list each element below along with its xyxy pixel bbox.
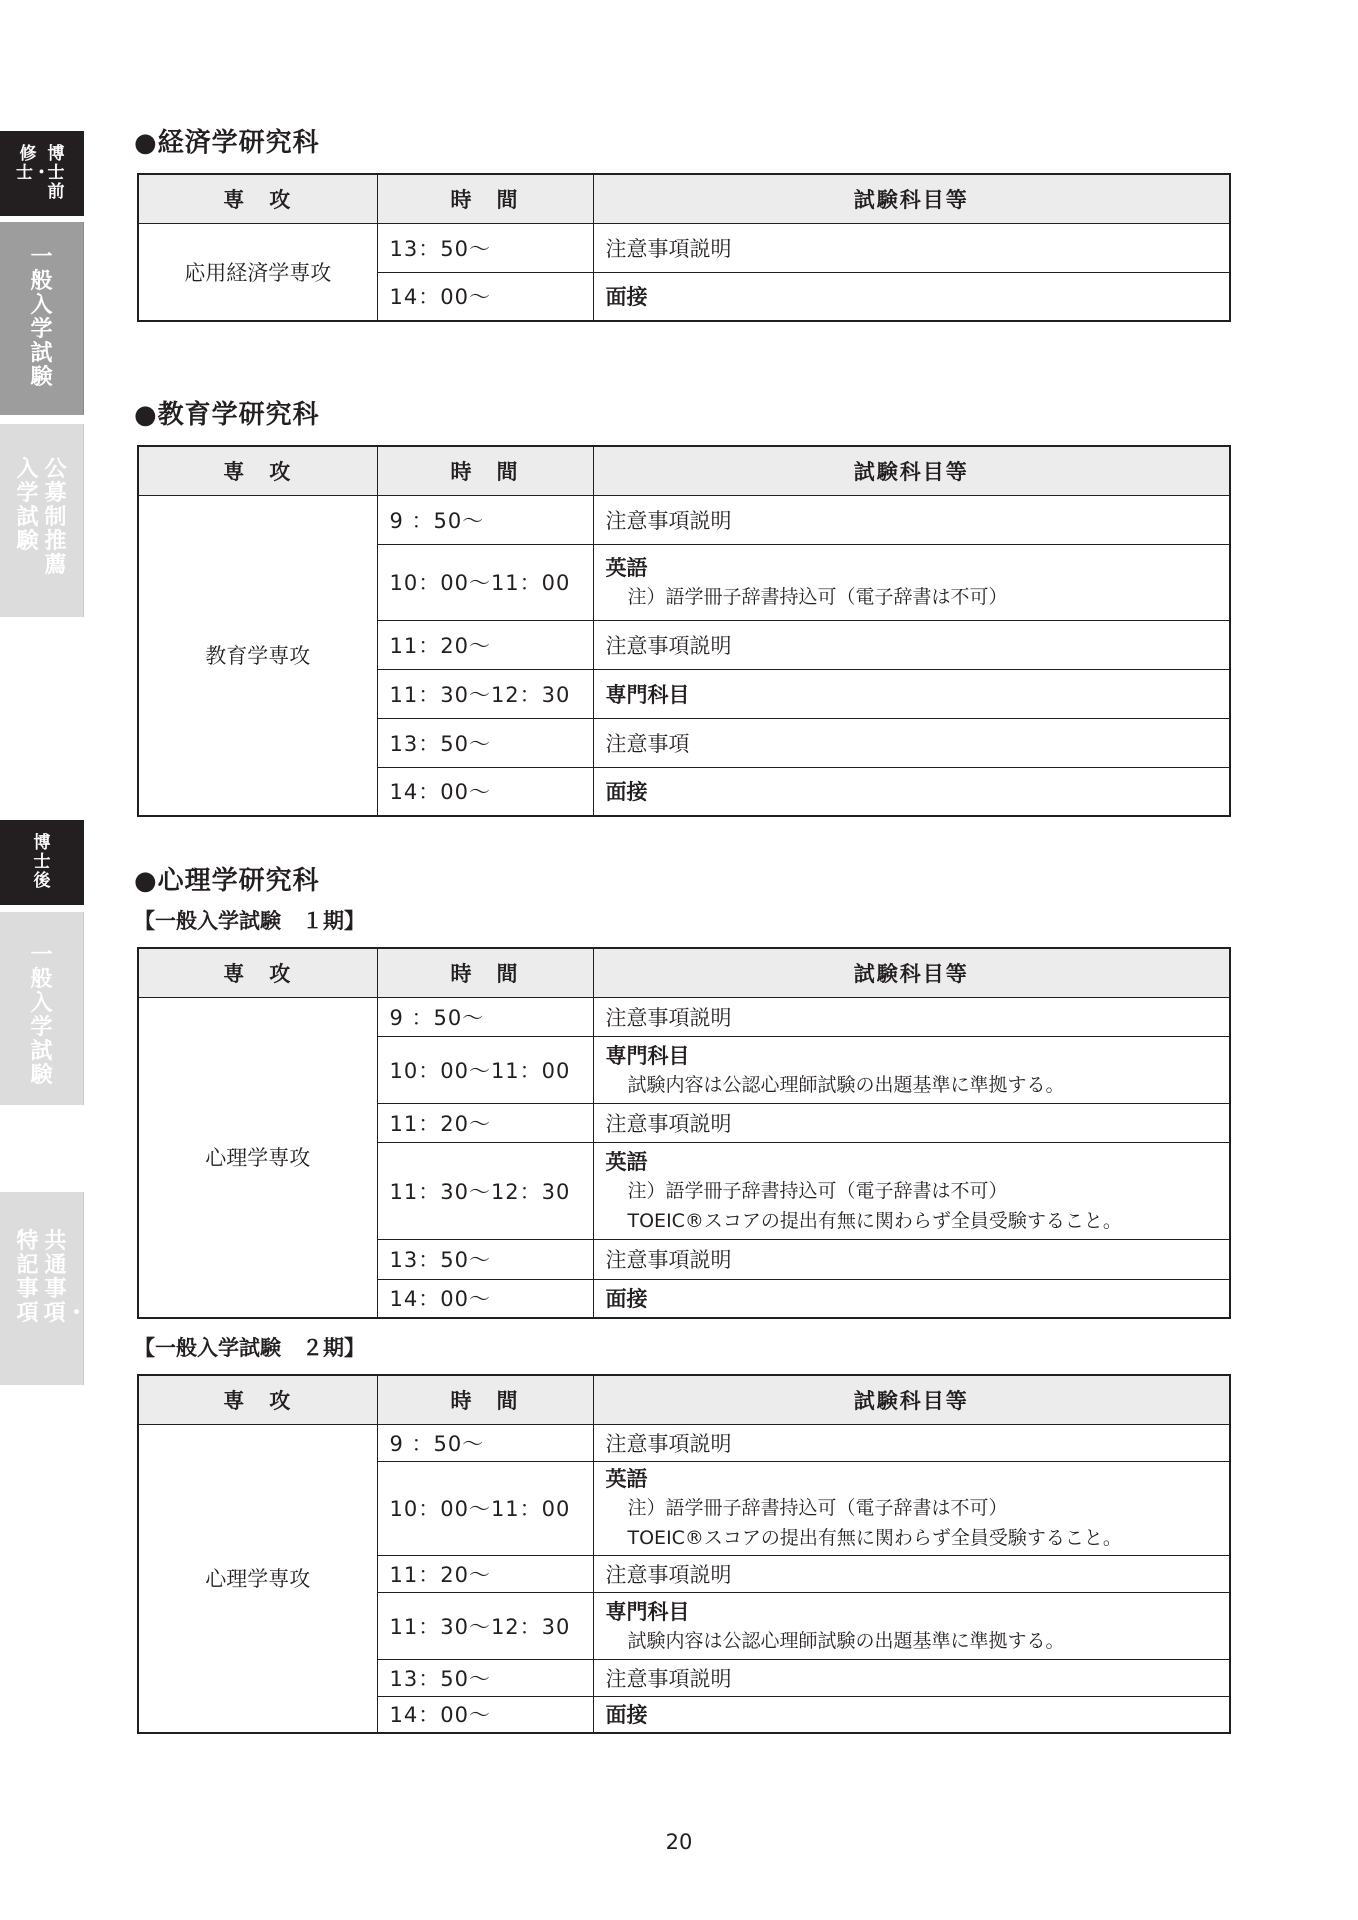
subject-main: 注意事項説明 — [605, 1005, 732, 1030]
side-tab-label: 一般入学試験 — [30, 245, 53, 390]
side-tab-recommendation-exam[interactable] — [0, 424, 84, 617]
time-cell: 13：50〜 — [377, 1239, 593, 1279]
subject-cell — [593, 1239, 1230, 1279]
side-tab-label: 共通事項・ — [43, 1229, 88, 1326]
time-cell: 11：30〜12：30 — [377, 669, 593, 718]
exam-period-label-2: 【一般入学試験 ２期】 — [134, 1336, 365, 1360]
header-subjects: 試験科目等 — [593, 1375, 1230, 1424]
side-tab-label: 修士・ — [16, 144, 50, 183]
time-cell: 11：30〜12：30 — [377, 1592, 593, 1659]
time-cell: 10：00〜11：00 — [377, 1461, 593, 1555]
schedule-table-economics — [137, 173, 1231, 322]
subject-main: 専門科目 — [605, 1043, 690, 1068]
side-tab-common-notes[interactable] — [0, 1192, 88, 1385]
subject-main: 面接 — [605, 1287, 648, 1312]
section-heading-economics: ●経済学研究科 — [134, 128, 320, 158]
table-header-row — [138, 446, 1230, 495]
subject-main: 注意事項説明 — [605, 1431, 732, 1456]
subject-cell — [593, 669, 1230, 718]
header-time: 時 間 — [377, 174, 593, 223]
time-cell: 14：00〜 — [377, 1696, 593, 1733]
subject-note: 試験内容は公認心理師試験の出題基準に準拠する。 — [627, 1629, 1065, 1652]
subject-main: 注意事項説明 — [605, 508, 732, 533]
time-cell: 10：00〜11：00 — [377, 1036, 593, 1103]
subject-main: 英語 — [605, 1467, 648, 1491]
subject-note: TOEIC®スコアの提出有無に関わらず全員受験すること。 — [627, 1209, 1122, 1232]
subject-cell — [593, 544, 1230, 620]
subject-main: 英語 — [605, 1149, 648, 1174]
subject-note: TOEIC®スコアの提出有無に関わらず全員受験すること。 — [627, 1527, 1122, 1549]
header-time: 時 間 — [377, 1375, 593, 1424]
major-cell: 応用経済学専攻 — [138, 223, 377, 321]
subject-cell — [593, 1696, 1230, 1733]
schedule-table-psychology-period2 — [137, 1374, 1231, 1734]
subject-cell — [593, 1555, 1230, 1592]
subject-cell — [593, 272, 1230, 321]
subject-cell — [593, 1103, 1230, 1142]
subject-main: 注意事項説明 — [605, 1666, 732, 1691]
header-major: 専 攻 — [138, 174, 377, 223]
table-row — [138, 223, 1230, 272]
exam-period-label-1: 【一般入学試験 １期】 — [134, 909, 365, 933]
time-cell: 11：20〜 — [377, 1103, 593, 1142]
subject-note: 注）語学冊子辞書持込可（電子辞書は不可） — [627, 1179, 1008, 1202]
schedule-table-education — [137, 445, 1231, 817]
subject-note: 試験内容は公認心理師試験の出題基準に準拠する。 — [627, 1073, 1065, 1096]
subject-note: 注）語学冊子辞書持込可（電子辞書は不可） — [627, 1497, 1008, 1519]
header-subjects: 試験科目等 — [593, 446, 1230, 495]
side-tab-label: 公募制推薦 — [44, 457, 67, 578]
subject-cell — [593, 1461, 1230, 1555]
header-subjects: 試験科目等 — [593, 948, 1230, 997]
side-tab-doctoral-latter[interactable] — [0, 820, 84, 905]
time-cell: 11：30〜12：30 — [377, 1142, 593, 1239]
subject-cell — [593, 1424, 1230, 1461]
table-header-row — [138, 174, 1230, 223]
time-cell: 13：50〜 — [377, 718, 593, 767]
table-row — [138, 997, 1230, 1036]
subject-cell — [593, 767, 1230, 816]
subject-cell — [593, 1036, 1230, 1103]
subject-main: 面接 — [605, 780, 648, 805]
header-major: 専 攻 — [138, 948, 377, 997]
side-tab-label: 博士後 — [33, 833, 51, 891]
time-cell: 14：00〜 — [377, 1279, 593, 1318]
time-cell: 14：00〜 — [377, 272, 593, 321]
subject-main: 面接 — [605, 1703, 648, 1728]
time-cell: 9 ：50〜 — [377, 495, 593, 544]
schedule-table-psychology-period1 — [137, 947, 1231, 1319]
subject-cell — [593, 223, 1230, 272]
time-cell: 11：20〜 — [377, 1555, 593, 1592]
header-subjects: 試験科目等 — [593, 174, 1230, 223]
major-cell: 心理学専攻 — [138, 997, 377, 1318]
major-cell: 教育学専攻 — [138, 495, 377, 816]
header-major: 専 攻 — [138, 446, 377, 495]
subject-note: 注）語学冊子辞書持込可（電子辞書は不可） — [627, 586, 1008, 608]
subject-cell — [593, 495, 1230, 544]
subject-cell — [593, 718, 1230, 767]
table-row — [138, 1424, 1230, 1461]
major-cell: 心理学専攻 — [138, 1424, 377, 1733]
section-heading-psychology: ●心理学研究科 — [134, 866, 320, 896]
side-tab-label: 入学試験 — [16, 457, 39, 554]
subject-main: 注意事項説明 — [605, 1111, 732, 1136]
subject-cell — [593, 997, 1230, 1036]
subject-main: 専門科目 — [605, 682, 690, 707]
side-tab-label: 博士前 — [47, 144, 65, 202]
time-cell: 11：20〜 — [377, 620, 593, 669]
table-header-row — [138, 948, 1230, 997]
subject-cell — [593, 620, 1230, 669]
time-cell: 14：00〜 — [377, 767, 593, 816]
table-header-row — [138, 1375, 1230, 1424]
side-tab-general-exam-doctoral[interactable] — [0, 912, 84, 1105]
subject-main: 注意事項説明 — [605, 633, 732, 658]
side-tab-master-doctoral-first[interactable] — [0, 131, 84, 216]
time-cell: 13：50〜 — [377, 1659, 593, 1696]
side-tab-label: 一般入学試験 — [30, 943, 53, 1088]
header-time: 時 間 — [377, 948, 593, 997]
header-major: 専 攻 — [138, 1375, 377, 1424]
header-time: 時 間 — [377, 446, 593, 495]
subject-main: 専門科目 — [605, 1599, 690, 1624]
table-row — [138, 495, 1230, 544]
time-cell: 13：50〜 — [377, 223, 593, 272]
page-number: 20 — [665, 1830, 693, 1854]
subject-main: 注意事項説明 — [605, 236, 732, 261]
subject-main: 英語 — [605, 556, 648, 580]
subject-cell — [593, 1592, 1230, 1659]
side-tab-general-exam[interactable] — [0, 222, 84, 415]
time-cell: 9 ：50〜 — [377, 1424, 593, 1461]
subject-cell — [593, 1142, 1230, 1239]
time-cell: 10：00〜11：00 — [377, 544, 593, 620]
section-heading-education: ●教育学研究科 — [134, 400, 320, 430]
subject-main: 面接 — [605, 285, 648, 310]
subject-main: 注意事項 — [605, 731, 690, 756]
subject-main: 注意事項説明 — [605, 1248, 732, 1272]
subject-cell — [593, 1279, 1230, 1318]
subject-cell — [593, 1659, 1230, 1696]
time-cell: 9 ：50〜 — [377, 997, 593, 1036]
subject-main: 注意事項説明 — [605, 1562, 732, 1587]
side-tab-label: 特記事項 — [16, 1229, 39, 1326]
